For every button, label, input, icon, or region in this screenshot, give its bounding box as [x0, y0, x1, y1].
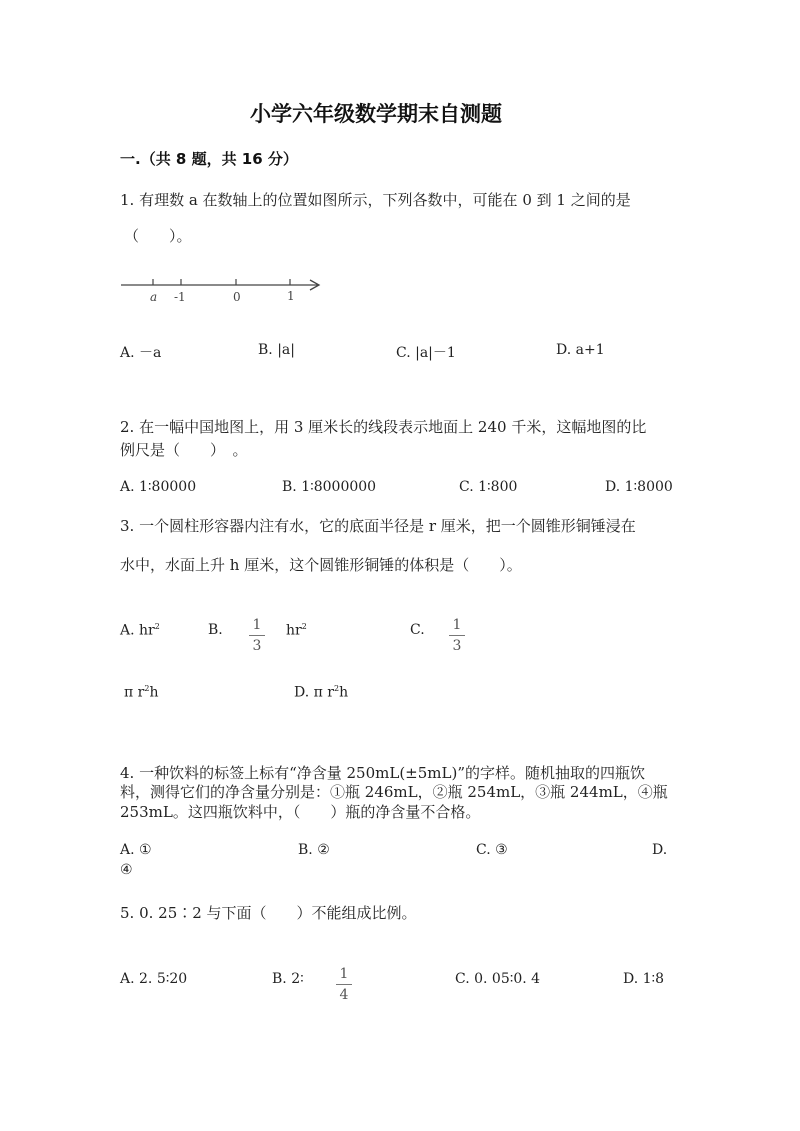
question-5-option-a: A. 2. 5∶20 [120, 971, 188, 987]
option-a-text: A. hr [120, 622, 155, 639]
question-4-option-c: C. ③ [476, 842, 508, 858]
question-4-option-d: D. [652, 842, 668, 858]
option-b-text: hr [286, 622, 302, 639]
fraction-denominator: 3 [452, 638, 462, 654]
option-c-text: π r [124, 684, 145, 701]
fraction-denominator: 4 [339, 987, 349, 1003]
question-4-option-d-wrapped: ④ [120, 862, 133, 878]
fraction-denominator: 3 [252, 638, 262, 654]
fraction-numerator: 1 [339, 966, 349, 982]
option-d-superscript: 2 [333, 684, 340, 693]
option-b-superscript: 2 [301, 622, 307, 631]
section-heading: 一.（共 8 题，共 16 分） [120, 150, 298, 168]
question-3-option-c-fraction [449, 618, 465, 653]
fraction-bar [336, 984, 352, 985]
question-4-line-1: 4. 一种饮料的标签上标有“净含量 250mL(±5mL)”的字样。随机抽取的四瓶饮 [120, 764, 646, 782]
question-4-option-a: A. ① [120, 842, 152, 858]
question-1-line-1: 1. 有理数 a 在数轴上的位置如图所示，下列各数中，可能在 0 到 1 之间的是 [120, 191, 631, 209]
fraction-numerator: 1 [452, 617, 462, 633]
fraction-bar [249, 635, 265, 636]
question-5-option-b-fraction [336, 967, 352, 1002]
tick-label-a: a [150, 290, 158, 304]
question-4-line-3: 253mL。这四瓶饮料中，（ ）瓶的净含量不合格。 [120, 803, 481, 821]
option-d-text-after: h [339, 684, 349, 701]
fraction-numerator: 1 [252, 617, 262, 633]
tick-label-1: 1 [287, 289, 295, 303]
question-3-option-c-label: C. [410, 622, 425, 638]
option-a-superscript: 2 [154, 622, 160, 631]
question-5-option-c: C. 0. 05∶0. 4 [455, 971, 541, 987]
question-2-line-1: 2. 在一幅中国地图上，用 3 厘米长的线段表示地面上 240 千米，这幅地图的比 [120, 418, 647, 436]
question-2-line-2: 例尺是（ ） 。 [120, 441, 248, 459]
question-1-line-2: （ ）。 [124, 227, 192, 245]
option-c-superscript: 2 [144, 684, 150, 693]
question-2-option-a: A. 1∶80000 [120, 479, 197, 495]
question-3-option-c-continued [124, 684, 158, 701]
number-line [118, 274, 328, 308]
tick-label-0: 0 [233, 290, 241, 304]
question-2-option-c: C. 1∶800 [459, 479, 518, 495]
question-5-option-d: D. 1∶8 [623, 971, 665, 987]
question-2-option-b: B. 1∶8000000 [282, 479, 377, 495]
question-2-option-d: D. 1∶8000 [605, 479, 673, 495]
question-3-option-a [120, 622, 160, 639]
question-3-option-b-fraction [249, 618, 265, 653]
question-1-option-a: A. －a [120, 345, 162, 361]
page-title: 小学六年级数学期末自测题 [250, 102, 502, 126]
question-3-option-d [294, 684, 348, 701]
question-1-option-c: C. |a|－1 [396, 345, 456, 361]
question-4-option-b: B. ② [298, 842, 330, 858]
question-1-option-b: B. |a| [258, 342, 295, 358]
question-1-option-d: D. a+1 [556, 342, 605, 358]
question-3-option-b-label: B. [208, 622, 223, 638]
question-5-option-b: B. 2∶ [272, 971, 304, 987]
question-4-line-2: 料，测得它们的净含量分别是：①瓶 246mL，②瓶 254mL，③瓶 244mL，④瓶 [120, 783, 668, 801]
fraction-bar [449, 635, 465, 636]
question-3-option-b-text [286, 622, 307, 639]
option-c-text-after: h [149, 684, 159, 701]
question-3-line-1: 3. 一个圆柱形容器内注有水，它的底面半径是 r 厘米，把一个圆锥形铜锤浸在 [120, 517, 636, 535]
question-5-line-1: 5. 0. 25∶2 与下面（ ）不能组成比例。 [120, 904, 417, 922]
option-d-text: D. π r [294, 684, 334, 701]
tick-label-minus-1: -1 [174, 290, 186, 304]
question-3-line-2: 水中，水面上升 h 厘米，这个圆锥形铜锤的体积是（ ）。 [120, 556, 522, 574]
